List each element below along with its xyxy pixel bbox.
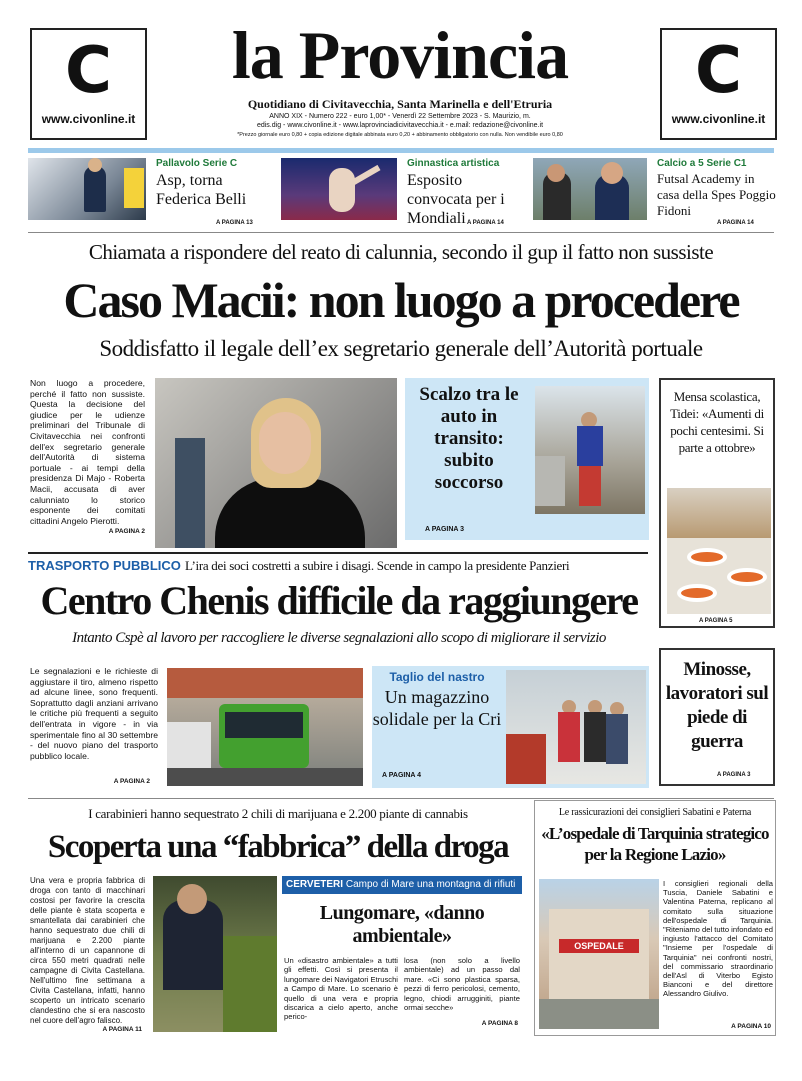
trasporto-tag: TRASPORTO PUBBLICO [28, 558, 181, 573]
scalzo-photo [535, 386, 645, 514]
masthead-title: la Provincia [231, 17, 569, 93]
mensa-box[interactable] [659, 378, 775, 628]
ospedale-kicker: Le rassicurazioni dei consiglieri Sabatini e Paterna [558, 807, 752, 818]
mensa-title: Mensa scolastica, Tidei: «Aumenti di pochi centesimi. Si parte a ottobre» [670, 389, 764, 455]
trasporto-photo [167, 668, 363, 786]
teaser-2-photo [281, 158, 397, 220]
nastro-page[interactable]: A PAGINA 4 [382, 772, 422, 779]
nastro-title: Un magazzino solidale per la Cri [372, 687, 502, 729]
teaser-3-kicker: Calcio a 5 Serie C1 [657, 158, 747, 169]
droga-kicker: I carabinieri hanno sequestrato 2 chili di marijuana e 2.200 piante di cannabis [88, 806, 468, 821]
masthead-meta [150, 112, 650, 130]
cerveteri-body-left: Un «disastro ambientale» a tutti gli effetti. Così si presenta il lungomare dei Navigatori Etruschi a Campo di Mare. Lo scenario è quello di una vera e propria discarica a cielo aperto, anche perico- [284, 956, 398, 1022]
lead-photo [155, 378, 397, 548]
ospedale-body: I consiglieri regionali della Tuscia, Daniele Sabatini e Valentina Paterna, replicano al comitato sulla situazione dell'ospedale di Tarquinia. "Riteniamo del tutto infondato ed ingiusto l'attacco del Comitato "Insieme per l'ospedale di Tarquinia" nei confronti nostri, del commissario straordinario dell'Asl di Viterbo Egisto Bianconi e del direttore Alessandro Giulivo. [663, 879, 773, 999]
ear-right [660, 28, 777, 140]
droga-headline[interactable]: Scoperta una “fabbrica” della droga [47, 829, 509, 865]
teaser-3[interactable] [533, 158, 777, 228]
cerveteri-headline: Lungomare, «danno ambientale» [319, 902, 485, 947]
minosse-title: Minosse, lavoratori sul piede di guerra [665, 659, 769, 752]
scalzo-page[interactable]: A PAGINA 3 [425, 526, 465, 533]
masthead-subtitle: Quotidiano di Civitavecchia, Santa Marinella e dell'Etruria [247, 97, 553, 111]
mid-divider [28, 798, 774, 799]
nastro-photo [506, 670, 646, 784]
ear-left [30, 28, 147, 140]
teaser-2[interactable] [281, 158, 526, 228]
cerveteri-body-right: losa (non solo a livello ambientale) ad un passo dal mare. «Ci sono plastica sparsa, pezzi di ferro pericolosi, cemento, legno, chiodi arrugginiti, piante ormai secche» [404, 956, 520, 1013]
trasporto-headline[interactable]: Centro Chenis difficile da raggiungere [40, 578, 638, 623]
top-divider [28, 148, 774, 153]
ospedale-headline: «L’ospedale di Tarquinia strategico per la Regione Lazio» [541, 824, 769, 864]
cerveteri-bar [282, 876, 522, 894]
masthead-issue: ANNO XIX - Numero 222 - euro 1,00* - Venerdì 22 Settembre 2023 - S. Maurizio, m. [269, 113, 531, 120]
teaser-1-title: Asp, torna Federica Belli [156, 172, 247, 208]
trasporto-kicker: L’ira dei soci costretti a subire i disagi. Scende in campo la presidente Panzieri [185, 558, 570, 573]
lead-body: Non luogo a procedere, perché il fatto non sussiste. Questa la decisione del giudice per le udienze preliminari del Tribunale di Civitavecchia nei confronti dell'ex segretario generale dell'Autorità di sistema portuale - ai tempi della presidenza Di Majo - Roberta Macii, accusata di aver calunniato lo storico esponente dei comitati cittadini Angelo Pierotti. [30, 378, 145, 526]
cerveteri-tag-rest: Campo di Mare una montagna di rifiuti [345, 879, 516, 890]
droga-page[interactable]: A PAGINA 11 [102, 1026, 142, 1033]
masthead-contacts: edis.dig - www.civonline.it - www.laprovinciadicivitavecchia.it - e.mail: redazione@civonline.it [256, 122, 544, 129]
teaser-2-title: Esposito convocata per i Mondiali [407, 172, 505, 227]
trasporto-rule [28, 552, 648, 554]
droga-body: Una vera e propria fabbrica di droga con tanto di macchinari costosi per favorire la crescita delle piante è stata scoperta e smantellata dai carabinieri che hanno sequestrato due chili di marijuana e 2.200 piante all'interno di un capannone di circa 550 metri quadrati nelle campagne di Civita Castellana. Nell'ultimo fine settimana a Civita Castellana, infatti, hanno scoperto un intricato scenario clandestino che si era nascosto nel cuore dell'agro falisco. [30, 876, 145, 1025]
teaser-1-kicker: Pallavolo Serie C [156, 158, 238, 169]
ospedale-box[interactable] [534, 800, 776, 1036]
cerveteri-box[interactable] [282, 876, 522, 1032]
ear-right-logo: C [695, 34, 742, 108]
trasporto-body: Le segnalazioni e le richieste di aggiustare il tiro, almeno rispetto ad alcune linee, sono frequenti. Soprattutto dagli anziani arrivano le critiche più frequenti a seguito dell'entrata in vigore - in via sperimentale fino al 30 settembre - del nuovo piano del trasporto pubblico locale. [30, 666, 158, 761]
ear-left-logo: C [65, 34, 112, 108]
ospedale-sign: OSPEDALE [559, 939, 639, 953]
teaser-1-photo [28, 158, 146, 220]
ospedale-photo [539, 879, 659, 1029]
lead-deck: Soddisfatto il legale dell’ex segretario generale dell’Autorità portuale [99, 336, 703, 361]
ear-left-url[interactable]: www.civonline.it [41, 112, 136, 126]
ospedale-page[interactable]: A PAGINA 10 [731, 1023, 771, 1030]
cerveteri-page[interactable]: A PAGINA 8 [481, 1020, 518, 1027]
lead-headline[interactable]: Caso Macii: non luogo a procedere [63, 272, 739, 328]
droga-photo [153, 876, 277, 1032]
masthead-price-note: *Prezzo giornale euro 0,80 + copia edizione digitale abbinata euro 0,20 + abbinamento obbligatorio con nulla. Non vendibile euro 0,80 [237, 132, 563, 138]
teaser-1-page[interactable]: A PAGINA 13 [216, 220, 253, 226]
ear-right-url[interactable]: www.civonline.it [671, 112, 766, 126]
minosse-box[interactable] [659, 648, 775, 786]
teaser-3-title: Futsal Academy in casa della Spes Poggio Fidoni [657, 171, 776, 218]
lead-kicker: Chiamata a rispondere del reato di calunnia, secondo il gup il fatto non sussiste [88, 240, 714, 264]
teaser-1[interactable] [28, 158, 276, 228]
mensa-page[interactable]: A PAGINA 5 [699, 618, 733, 624]
mensa-photo [667, 488, 771, 614]
teaser-2-kicker: Ginnastica artistica [407, 158, 500, 169]
lead-page[interactable]: A PAGINA 2 [108, 528, 145, 535]
cerveteri-tag: CERVETERI [286, 879, 344, 890]
teaser-3-page[interactable]: A PAGINA 14 [717, 220, 754, 226]
nastro-kicker: Taglio del nastro [389, 670, 485, 684]
trasporto-kicker-line [28, 558, 650, 575]
trasporto-deck: Intanto Cspè al lavoro per raccogliere le diverse segnalazioni allo scopo di migliorare il servizio [72, 630, 606, 646]
teaser-divider [28, 232, 774, 233]
nastro-box[interactable] [372, 666, 649, 788]
scalzo-box[interactable] [405, 378, 649, 540]
teaser-2-page[interactable]: A PAGINA 14 [467, 220, 504, 226]
minosse-page[interactable]: A PAGINA 3 [717, 772, 751, 778]
scalzo-title: Scalzo tra le auto in transito: subito soccorso [419, 384, 519, 493]
teaser-3-photo [533, 158, 647, 220]
trasporto-page[interactable]: A PAGINA 2 [113, 778, 150, 785]
